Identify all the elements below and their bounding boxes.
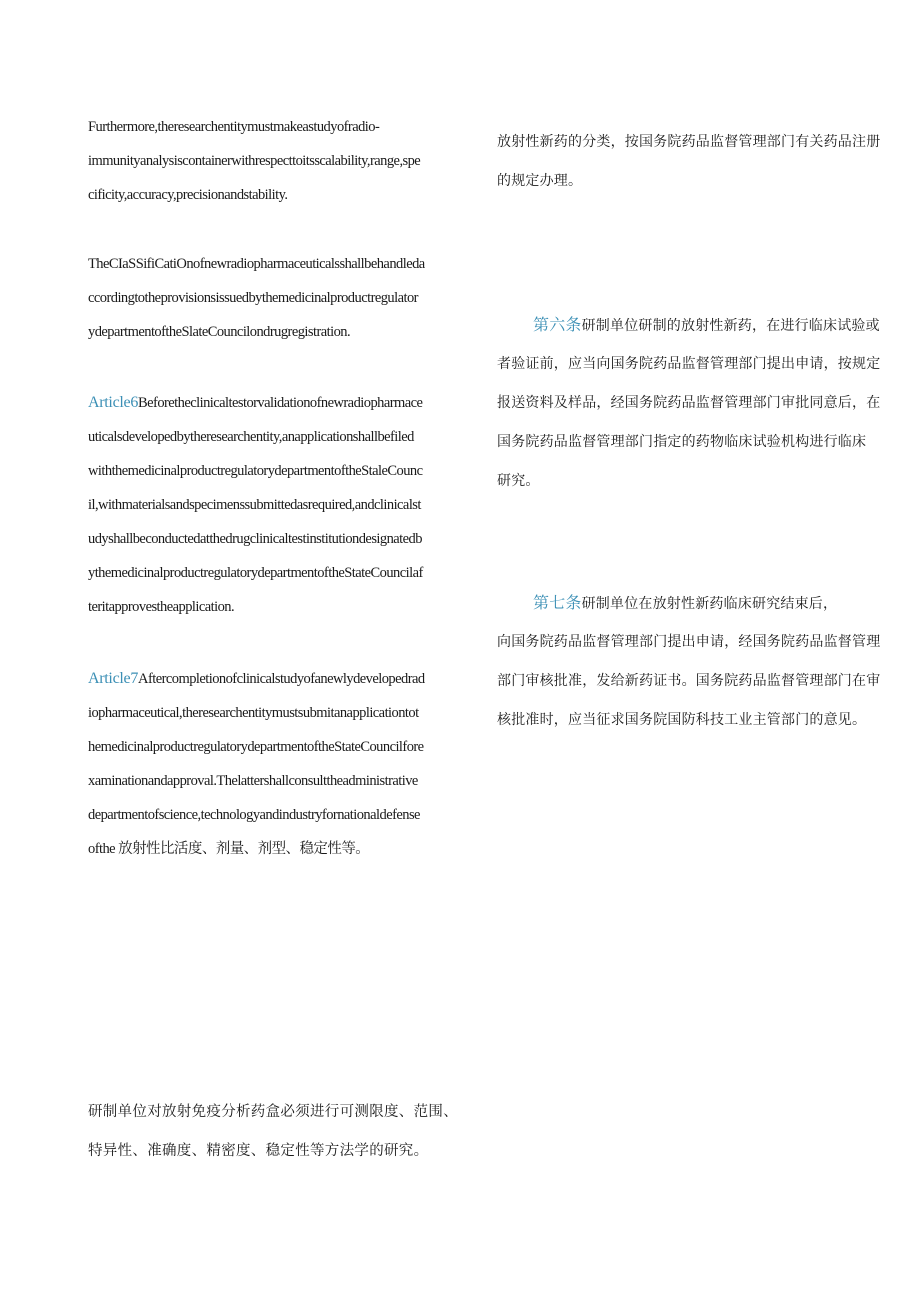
- text-line: udyshallbeconductedatthedrugclinicaltestinstitutiondesignatedb: [88, 531, 422, 547]
- article-first-line: 研制单位研制的放射性新药，在进行临床试验或: [581, 319, 880, 334]
- para-classification-en: [88, 247, 425, 349]
- text-line: ythemedicinalproductregulatorydepartmentoftheStateCouncilaf: [88, 565, 423, 581]
- text-line: [497, 584, 880, 623]
- text-line: xaminationandapproval.Thelattershallconsulttheadministrative: [88, 773, 418, 789]
- text-line: 特异性、准确度、精密度、稳定性等方法学的研究。: [88, 1143, 429, 1159]
- text-line: [497, 306, 880, 345]
- text-line: ofthe 放射性比活度、剂量、剂型、稳定性等。: [88, 841, 370, 857]
- article-label: 第七条: [533, 595, 582, 612]
- text-line: 者验证前，应当向国务院药品监督管理部门提出申请，按规定: [497, 357, 881, 372]
- article7-en: [88, 662, 425, 866]
- text-line: 报送资料及样品，经国务院药品监督管理部门审批同意后，在: [497, 396, 881, 411]
- text-line: teritapprovestheapplication.: [88, 599, 235, 615]
- para-radioimmunity-en: [88, 110, 420, 212]
- article-first-line: Aftercompletionofclinicalstudyofanewlydevelopedrad: [138, 671, 425, 687]
- text-line: cificity,accuracy,precisionandstability.: [88, 187, 288, 203]
- text-line: Furthermore,theresearchentitymustmakeastudyofradio-: [88, 119, 380, 135]
- text-line: 放射性新药的分类，按国务院药品监督管理部门有关药品注册: [497, 135, 881, 150]
- article-label: 第六条: [533, 317, 582, 334]
- text-line: 研究。: [497, 474, 540, 489]
- text-line: il,withmaterialsandspecimenssubmittedasrequired,andclinicalst: [88, 497, 421, 513]
- text-line: immunityanalysiscontainerwithrespecttoitsscalability,range,spe: [88, 153, 421, 169]
- text-line: 核批准时，应当征求国务院国防科技工业主管部门的意见。: [497, 713, 867, 728]
- article6-zh: [497, 306, 880, 501]
- para-radioimmunity-zh: [88, 1093, 458, 1171]
- text-line: [88, 662, 425, 696]
- text-line: 的规定办理。: [497, 174, 583, 189]
- text-line: ydepartmentoftheSlateCouncilondrugregistration.: [88, 324, 351, 340]
- article-label: Article6: [88, 394, 139, 411]
- text-line: 向国务院药品监督管理部门提出申请，经国务院药品监督管理: [497, 635, 881, 650]
- text-line: [88, 386, 423, 420]
- article-first-line: Beforetheclinicaltestorvalidationofnewradiopharmace: [138, 395, 423, 411]
- text-line: withthemedicinalproductregulatorydepartmentoftheStaleCounc: [88, 463, 423, 479]
- text-line: 研制单位对放射免疫分析药盒必须进行可测限度、范围、: [88, 1104, 458, 1120]
- text-line: departmentofscience,technologyandindustryfornationaldefense: [88, 807, 420, 823]
- text-line: 部门审核批准，发给新药证书。国务院药品监督管理部门在审: [497, 674, 881, 689]
- article7-zh: [497, 584, 880, 740]
- article-first-line: 研制单位在放射性新药临床研究结束后，: [581, 597, 838, 612]
- text-line: ccordingtotheprovisionsissuedbythemedicinalproductregulator: [88, 290, 418, 306]
- article-label: Article7: [88, 670, 139, 687]
- text-line: 国务院药品监督管理部门指定的药物临床试验机构进行临床: [497, 435, 867, 450]
- article6-en: [88, 386, 423, 624]
- para-classification-zh: [497, 123, 880, 201]
- text-line: TheCIaSSifiCatiOnofnewradiopharmaceuticalsshallbehandleda: [88, 256, 425, 272]
- text-line: hemedicinalproductregulatorydepartmentoftheStateCouncilfore: [88, 739, 424, 755]
- text-line: iopharmaceutical,theresearchentitymustsubmitanapplicationtot: [88, 705, 419, 721]
- text-line: uticalsdevelopedbytheresearchentity,anapplicationshallbefiled: [88, 429, 414, 445]
